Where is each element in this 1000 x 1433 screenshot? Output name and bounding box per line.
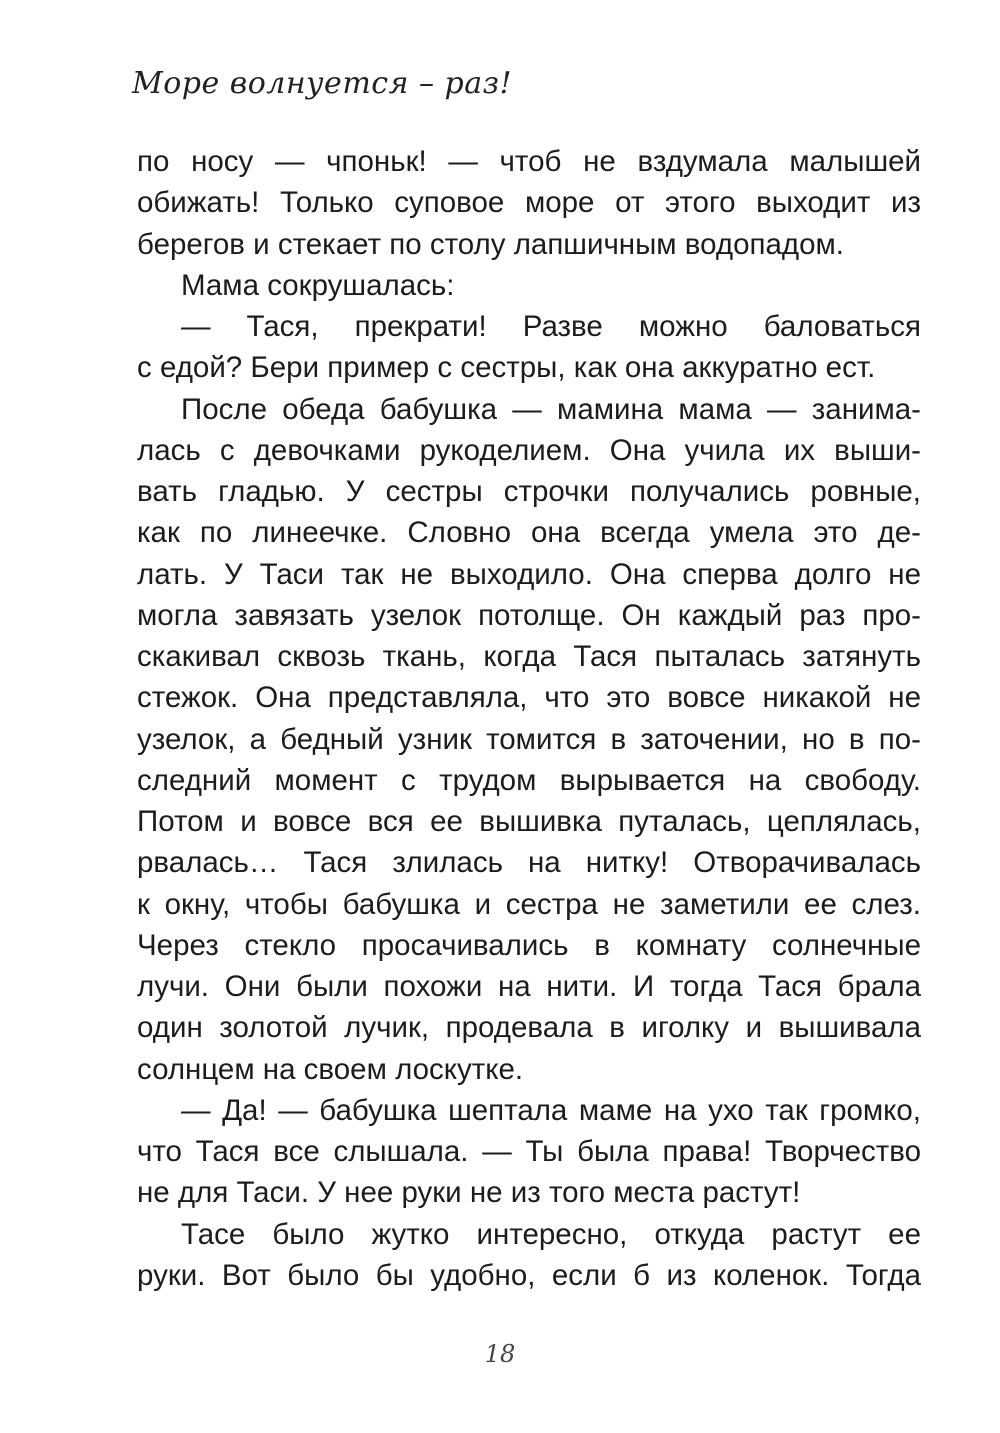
text-line: лучи. Они были похожи на нити. И тогда Тася брала: [137, 970, 921, 1003]
text-line: лась с девочками рукоделием. Она учила их выши-: [137, 433, 921, 467]
text-line: Через стекло просачивались в комнату солнечные: [137, 928, 921, 962]
text-line: как по линеечке. Словно она всегда умела это де-: [137, 516, 921, 550]
text-line: — Тася, прекрати! Разве можно баловаться: [181, 310, 921, 343]
text-line: лать. У Таси так не выходило. Она сперва долго не: [137, 557, 921, 591]
text-line: узелок, а бедный узник томится в заточении, но в по-: [137, 722, 921, 756]
text-line: скакивал сквозь ткань, когда Тася пыталась затянуть: [137, 640, 921, 673]
running-head: Море волнуется – раз!: [132, 66, 513, 101]
text-line: не для Таси. У нее руки не из того места растут!: [137, 1176, 801, 1210]
text-line: — Да! — бабушка шептала маме на ухо так громко,: [181, 1093, 921, 1127]
text-line: Тасе было жутко интересно, откуда растут ее: [181, 1217, 921, 1251]
page-number: 18: [484, 1340, 516, 1368]
text-line: Потом и вовсе вся ее вышивка путалась, цеплялась,: [137, 805, 921, 838]
body-text: [137, 141, 921, 1296]
text-line: по носу — чпоньк! — чтоб не вздумала малышей: [137, 145, 921, 178]
text-line: вать гладью. У сестры строчки получались ровные,: [137, 475, 921, 508]
text-line: с едой? Бери пример с сестры, как она аккуратно ест.: [137, 351, 876, 385]
text-line: берегов и стекает по столу лапшичным водопадом.: [137, 227, 844, 261]
text-line: руки. Вот было бы удобно, если б из коленок. Тогда: [137, 1258, 921, 1292]
text-line: к окну, чтобы бабушка и сестра не заметили ее слез.: [137, 887, 921, 921]
text-line: обижать! Только суповое море от этого выходит из: [137, 186, 921, 220]
text-line: один золотой лучик, продевала в иголку и вышивала: [137, 1011, 921, 1045]
text-line: стежок. Она представляла, что это вовсе никакой не: [137, 681, 921, 715]
text-line: что Тася все слышала. — Ты была права! Творчество: [137, 1135, 921, 1168]
text-line: могла завязать узелок потолще. Он каждый раз про-: [137, 598, 921, 632]
text-line: рвалась… Тася злилась на нитку! Отворачивалась: [137, 846, 921, 880]
text-line: После обеда бабушка — мамина мама — занима-: [181, 392, 921, 426]
text-line: солнцем на своем лоскутке.: [137, 1052, 524, 1086]
text-line: Мама сокрушалась:: [181, 268, 455, 302]
text-line: следний момент с трудом вырывается на свободу.: [137, 763, 921, 797]
